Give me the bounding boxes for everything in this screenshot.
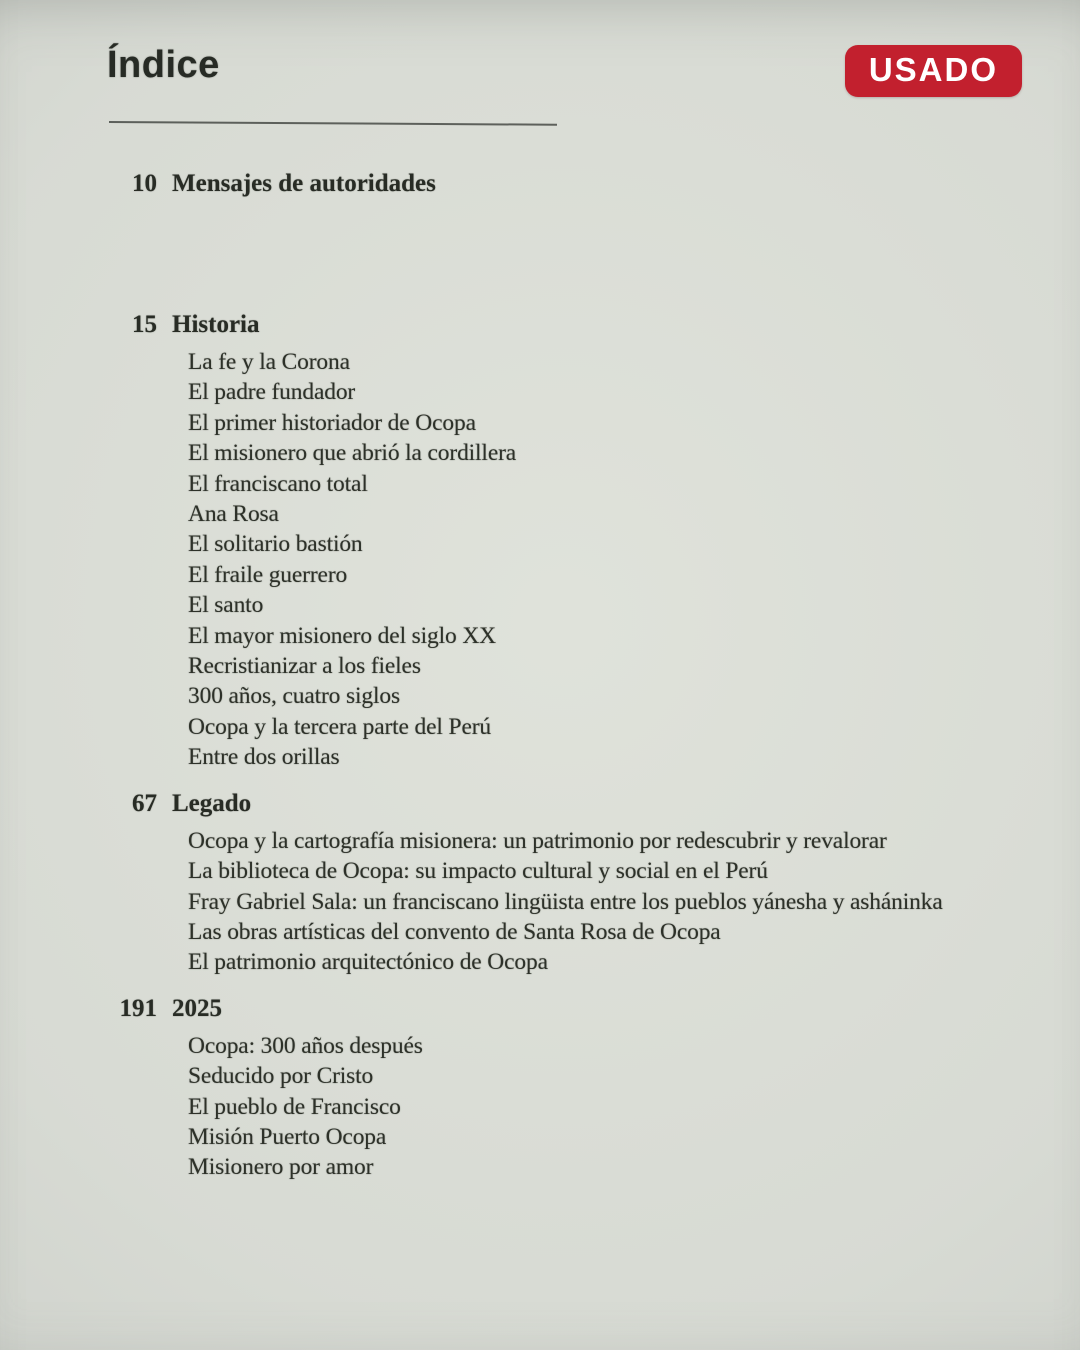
toc-item: Misionero por amor	[188, 1154, 374, 1181]
usado-badge: USADO	[845, 45, 1022, 97]
toc-section	[107, 168, 1040, 199]
toc-section-heading	[107, 309, 1040, 340]
toc-section-heading	[107, 788, 1040, 819]
toc-item: El misionero que abrió la cordillera	[188, 440, 517, 467]
toc-section-title: Historia	[172, 311, 260, 338]
toc-item: Seducido por Cristo	[188, 1063, 374, 1090]
toc-item: El franciscano total	[188, 470, 368, 497]
toc-item: Las obras artísticas del convento de Santa Rosa de Ocopa	[188, 918, 721, 945]
toc-section-heading	[107, 168, 1040, 199]
toc-item: La biblioteca de Ocopa: su impacto cultural y social en el Perú	[188, 858, 768, 885]
toc-item: El solitario bastión	[188, 531, 363, 558]
toc-item: El primer historiador de Ocopa	[188, 409, 476, 436]
toc-section-title: Legado	[172, 789, 252, 817]
toc-item: La fe y la Corona	[188, 349, 350, 375]
toc-page-number: 67	[132, 789, 157, 817]
toc-item: El padre fundador	[188, 379, 356, 406]
page-header	[107, 44, 1022, 123]
toc-item: El patrimonio arquitectónico de Ocopa	[188, 949, 548, 976]
toc-item: Ocopa y la cartografía misionera: un patrimonio por redescubrir y revalorar	[188, 827, 887, 854]
toc-item: Ocopa y la tercera parte del Perú	[188, 713, 491, 740]
toc-item: Ana Rosa	[188, 501, 279, 528]
toc-item: Ocopa: 300 años después	[188, 1032, 423, 1059]
toc-item: Misión Puerto Ocopa	[188, 1123, 387, 1150]
toc-section-title: 2025	[172, 994, 222, 1022]
toc-page-number: 191	[119, 994, 157, 1022]
toc-section-items	[107, 1031, 1040, 1183]
title-underline	[109, 121, 557, 126]
toc-item: El mayor misionero del siglo XX	[188, 622, 496, 649]
toc-item: El santo	[188, 592, 264, 619]
toc-item: El fraile guerrero	[188, 561, 348, 588]
toc-item: 300 años, cuatro siglos	[188, 683, 400, 710]
toc-item: El pueblo de Francisco	[188, 1093, 401, 1120]
toc-section-heading	[107, 993, 1040, 1024]
toc-section	[107, 788, 1040, 978]
toc-section-items	[107, 826, 1040, 978]
toc-section-title: Mensajes de autoridades	[172, 170, 436, 197]
toc-item: Recristianizar a los fieles	[188, 653, 421, 680]
toc-page-number: 10	[132, 170, 157, 197]
toc-item: Fray Gabriel Sala: un franciscano lingüista entre los pueblos yánesha y asháninka	[188, 888, 943, 915]
toc-section-items	[107, 347, 1040, 773]
toc-item: Entre dos orillas	[188, 744, 340, 771]
toc-page-number: 15	[132, 311, 157, 338]
page-title: Índice	[107, 44, 220, 86]
table-of-contents	[107, 168, 1040, 1198]
toc-section	[107, 993, 1040, 1183]
toc-section	[107, 309, 1040, 773]
